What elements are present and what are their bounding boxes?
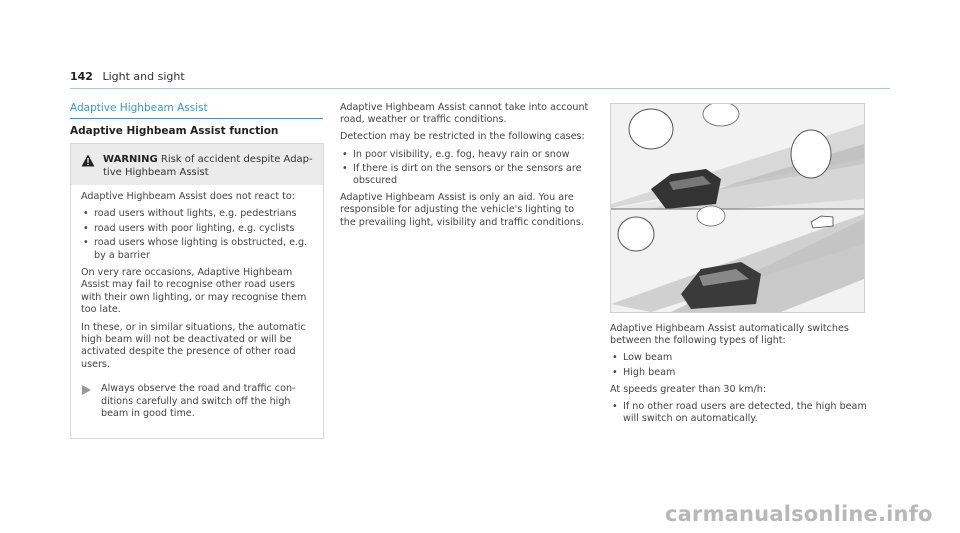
paragraph: Adaptive Highbeam Assist automatically switches between the following types of light: bbox=[610, 323, 849, 347]
header-divider bbox=[70, 88, 890, 89]
restriction-list bbox=[340, 149, 592, 188]
page-header bbox=[70, 70, 185, 83]
paragraph: Adaptive Highbeam Assist cannot take into account road, weather or traffic conditions. bbox=[340, 102, 589, 126]
paragraph: Detection may be restricted in the following cases: bbox=[340, 131, 585, 143]
subsection-title: Adaptive Highbeam Assist function bbox=[70, 125, 279, 137]
list-item: • road users whose lighting is obstructed, e.g. by a barrier bbox=[81, 237, 313, 262]
list-item: • In poor visibility, e.g. fog, heavy rain or snow bbox=[340, 149, 592, 161]
warning-triangle-icon bbox=[81, 154, 95, 179]
note-text: Always observe the road and traffic con-ditions carefully and switch off the high beam in good time. bbox=[101, 383, 296, 420]
note bbox=[81, 383, 313, 420]
page-number: 142 bbox=[70, 70, 93, 83]
list-item: • If no other road users are detected, the high beam will switch on automatically. bbox=[610, 401, 870, 425]
speed-conditions-list bbox=[610, 401, 870, 425]
list-item: • road users with poor lighting, e.g. cyclists bbox=[81, 223, 313, 235]
warning-intro: Adaptive Highbeam Assist does not react to: bbox=[81, 191, 295, 202]
warning-body bbox=[71, 185, 323, 427]
paragraph: Adaptive Highbeam Assist is only an aid. You are responsible for adjusting the vehicle's lighting to the prevailing light, visibility and traffic conditions. bbox=[340, 192, 584, 228]
list-item: • road users without lights, e.g. pedestrians bbox=[81, 208, 313, 220]
warning-paragraph: On very rare occasions, Adaptive Highbeam Assist may fail to recognise other road users with their own lighting, or may recognise them too late. bbox=[81, 267, 307, 316]
column-3 bbox=[610, 323, 870, 430]
section-title: Adaptive Highbeam Assist bbox=[70, 102, 208, 114]
watermark: carmanualsonline.info bbox=[665, 502, 933, 526]
column-2 bbox=[340, 102, 592, 234]
warning-header bbox=[71, 144, 323, 185]
warning-message: Risk of accident despite Adap-tive Highbeam Assist bbox=[103, 154, 313, 178]
chapter-title: Light and sight bbox=[102, 70, 185, 83]
list-item: • High beam bbox=[610, 367, 870, 379]
light-types-list bbox=[610, 352, 870, 378]
warning-box bbox=[70, 143, 324, 439]
list-item: • Low beam bbox=[610, 352, 870, 364]
section-title-underline bbox=[70, 118, 323, 119]
highbeam-illustration bbox=[610, 103, 865, 313]
list-item: • If there is dirt on the sensors or the sensors are obscured bbox=[340, 163, 592, 187]
warning-label: WARNING bbox=[103, 154, 158, 165]
warning-text bbox=[103, 153, 313, 179]
paragraph: At speeds greater than 30 km/h: bbox=[610, 383, 767, 395]
warning-paragraph: In these, or in similar situations, the automatic high beam will not be deactivated or will be activated despite the presence of other road users. bbox=[81, 321, 306, 370]
warning-list bbox=[81, 208, 313, 262]
note-arrow-icon bbox=[81, 385, 92, 420]
